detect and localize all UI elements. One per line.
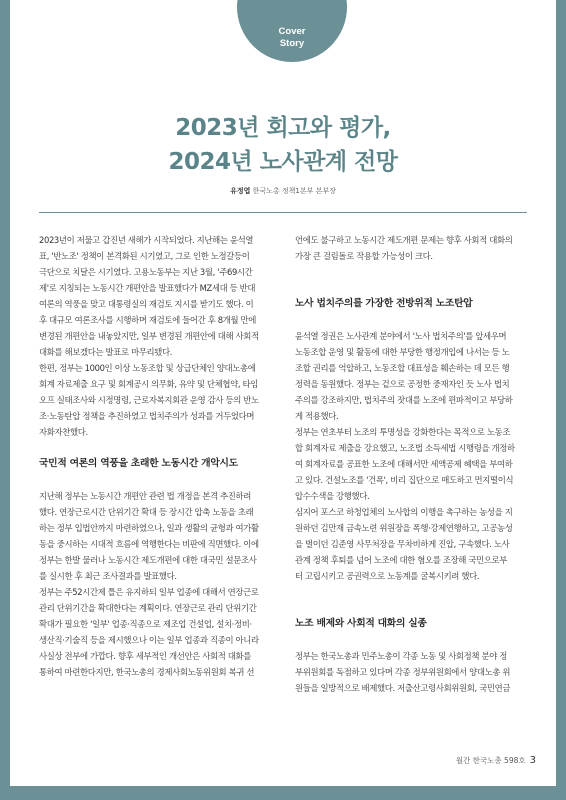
section-heading: 국민적 여론의 역풍을 초래한 노동시간 개악시도 [39,458,238,469]
text-line: 을 벌이던 김준영 사무처장을 무차비하게 진압, 구속했다. 노사 [295,539,510,549]
text-line: 관계 정책 후퇴를 넘어 노조에 대한 혐오를 조장해 국민으로부 [295,555,508,565]
text-line: 정부는 한국노총과 민주노총이 각종 노동 및 사회정책 분야 정 [295,651,508,661]
badge-line-2: Story [279,38,305,49]
text-line: 2023년이 저물고 갑진년 새해가 시작되었다. 지난해는 윤석열 [39,235,254,245]
text-line: 를 실시한 후 최근 조사결과를 발표했다. [39,571,177,581]
text-line: 부위원회를 독점하고 있다며 각종 정부위원회에서 양대노총 위 [295,667,511,677]
paragraph-spacer [295,632,527,648]
cover-story-label [237,26,347,50]
badge-line-1: Cover [278,26,306,37]
text-line: 표, '반노조' 정책이 본격화된 시기였고, 그로 인한 노정갈등이 [39,251,250,261]
text-line: 후 대규모 여론조사를 시행하며 재검토에 들어간 후 8개월 만에 [39,315,256,325]
body-paragraph [39,584,271,680]
text-line: 한편, 정부는 1000인 이상 노동조합 및 상급단체인 양대노총에 [39,363,256,373]
text-line: 원들을 일방적으로 배제했다. 저출산고령사회위원회, 국민연금 [295,683,511,693]
text-line: 여론의 역풍을 맞고 대통령실의 재검토 지시를 받기도 했다. 이 [39,299,254,309]
paragraph-spacer [39,472,271,488]
text-line: 가장 큰 걸림돌로 작용할 가능성이 크다. [295,251,433,261]
author-byline [10,186,556,196]
text-line: 회계 자료제출 요구 및 회계공시 의무화, 유약 및 단체협약, 타임 [39,379,258,389]
body-paragraph [39,232,271,360]
text-line: 여 회계자료를 공표한 노조에 대해서만 세액공제 혜택을 부여하 [295,459,513,469]
text-line: 정부는 한발 물러나 노동시간 제도개편에 대한 대국민 설문조사 [39,555,257,565]
text-line: 주의를 강조하지만, 법치주의 잣대를 노조에 편파적이고 부당하 [295,395,513,405]
text-line: 합 회계자료 제출을 강요했고, 노조법 소득세법 시행령을 개정하 [295,443,515,453]
text-line: 사실상 전부에 가깝다. 향후 세부적인 개선안은 사회적 대화를 [39,651,252,661]
text-line: 관리 단위기간을 확대한다는 계획이다. 연장근로 관리 단위기간 [39,603,257,613]
text-line: 통하여 마련한다지만, 한국노총의 경제사회노동위원회 복귀 선 [39,667,255,677]
text-line: 생산직·기술직 등을 제시했으나 이는 일부 업종과 직종이 아니라 [39,635,259,645]
publication-name: 월간 한국노총 598호 [455,756,526,765]
body-paragraph [295,424,527,504]
paragraph-spacer [39,440,271,456]
paragraph-spacer [295,264,527,280]
text-line: 고 있다. 건설노조를 '건폭', 비리 집단으로 매도하고 먼지떨이식 [295,475,514,485]
text-line: 정부는 연초부터 노조의 투명성을 강화한다는 목적으로 노동조 [295,427,511,437]
title-line-2: 2024년 노사관계 전망 [168,149,398,175]
text-line: 원하던 김만재 금속노련 위원장을 폭행·강제연행하고, 고공농성 [295,523,513,533]
text-line: 하는 정부 입법안까지 마련하였으나, 일과 생활의 균형과 여가활 [39,523,259,533]
paragraph-spacer [295,280,527,296]
left-column [39,232,271,680]
body-paragraph [39,488,271,584]
document-page [10,0,556,786]
body-paragraph [39,360,271,440]
text-line: 정부는 주52시간제 틀은 유지하되 일부 업종에 대해서 연장근로 [39,587,259,597]
text-line: 게 적용했다. [295,411,339,421]
text-line: 극단으로 치달은 시기였다. 고용노동부는 지난 3월, '주69시간 [39,267,253,277]
text-line: 터 고립시키고 공권력으로 노동계를 굴복시키려 했다. [295,571,480,581]
text-line: 확대가 필요한 '일부' 업종·직종으로 제조업 건설업, 설치·정비· [39,619,252,629]
text-line: 지난해 정부는 노동시간 개편안 관련 법 개정을 본격 추진하려 [39,491,252,501]
body-paragraph [295,648,527,696]
text-line: 동을 중시하는 시대적 흐름에 역행한다는 비판에 직면했다. 이에 [39,539,259,549]
text-line: 언에도 불구하고 노동시간 제도개편 문제는 향후 사회적 대화의 [295,235,513,245]
text-line: 자화자찬했다. [39,427,88,437]
text-line: 조·노동탄압 정책을 추진하였고 법치주의가 성과를 거두었다며 [39,411,255,421]
page-number: 3 [529,755,536,766]
page-footer [456,755,536,766]
section-heading: 노조 배제와 사회적 대화의 실종 [295,618,427,629]
paragraph-spacer [295,312,527,328]
author-name: 유정엽 [230,187,251,195]
right-column [295,232,527,696]
text-line: 정력을 동원했다. 정부는 겉으로 공정한 중재자인 듯 노사 법치 [295,379,510,389]
text-line: 대화를 해보겠다는 발표로 마무리됐다. [39,347,173,357]
body-paragraph [295,232,527,264]
title-line-1: 2023년 회고와 평가, [175,115,391,141]
text-line: 윤석열 정권은 노사관계 분야에서 '노사 법치주의'를 앞세우며 [295,331,507,341]
body-paragraph [295,504,527,584]
paragraph-spacer [295,600,527,616]
text-line: 압수수색을 강행했다. [295,491,370,501]
text-line: 제'로 지칭되는 노동시간 개편안을 발표했다가 MZ세대 등 반대 [39,283,256,293]
paragraph-spacer [295,584,527,600]
author-affiliation: 한국노총 정책1본부 본부장 [252,187,336,195]
text-line: 노동조합 운영 및 활동에 대한 부당한 행정개입에 나서는 등 노 [295,347,510,357]
text-line: 오프 실태조사와 시정명령, 근로자복지회관 운영 감사 등의 반노 [39,395,259,405]
text-line: 변경된 개편안을 내놓았지만, 일부 변경된 개편안에 대해 사회적 [39,331,259,341]
text-line: 조할 권리를 억압하고, 노동조합 대표성을 훼손하는 데 모든 행 [295,363,510,373]
text-line: 했다. 연장근로시간 단위기간 확대 등 장시간 압축 노동을 초래 [39,507,254,517]
text-line: 심지어 포스코 하청업체의 노사합의 이행을 촉구하는 농성을 지 [295,507,513,517]
body-paragraph [295,328,527,424]
title-divider [39,212,527,213]
article-title [10,111,556,179]
section-heading: 노사 법치주의를 가장한 전방위적 노조탄압 [295,298,473,309]
